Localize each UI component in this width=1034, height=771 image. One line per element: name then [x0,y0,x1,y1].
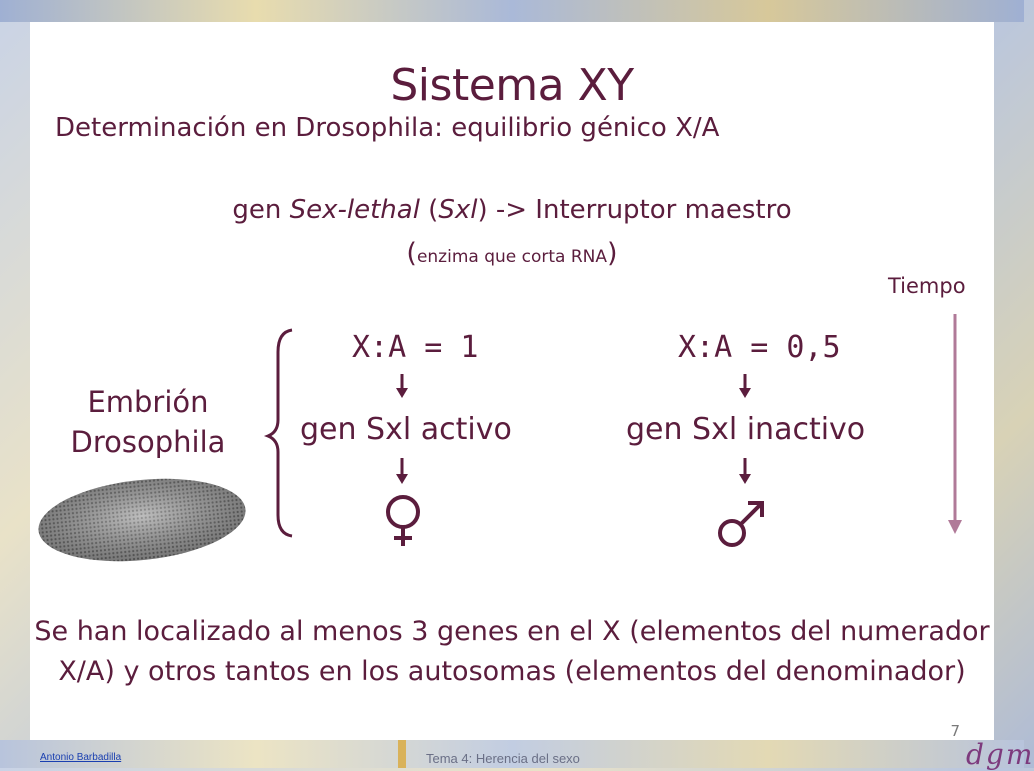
time-label: Tiempo [888,274,966,298]
footer-accent-bar [398,740,406,768]
gene-name: Sex-lethal [289,195,420,225]
slide-title: Sistema XY [390,60,634,111]
male-state: gen Sxl inactivo [626,412,866,447]
time-arrow [948,314,962,534]
gene-symbol: Sxl [438,195,478,225]
female-state: gen Sxl activo [300,412,512,447]
page-number: 7 [950,722,960,740]
embryo-label-line2: Drosophila [70,425,226,459]
female-ratio: X:A = 1 [352,330,479,365]
gene-note-text: enzima que corta RNA [416,247,608,267]
logo: dgm [966,738,1034,771]
left-brace [268,330,292,536]
male-symbol-icon [720,503,762,545]
male-arrow-1 [739,374,751,398]
embryo-label-line1: Embrión [87,385,209,419]
female-symbol-icon [388,497,418,546]
footer-topic: Tema 4: Herencia del sexo [426,751,580,766]
gene-open-paren: ( [419,195,439,225]
embryo-image [34,469,249,570]
male-ratio: X:A = 0,5 [678,330,841,365]
slide-subtitle: Determinación en Drosophila: equilibrio génico X/A [55,113,720,143]
bottom-note-line2: X/A) y otros tantos en los autosomas (elementos del denominador) [58,656,966,687]
male-arrow-2 [739,458,751,484]
gene-suffix: ) -> Interruptor maestro [477,195,792,225]
gene-prefix: gen [232,195,290,225]
author-link[interactable]: Antonio Barbadilla [40,752,122,763]
female-arrow-2 [396,458,408,484]
gene-note-open: ( [406,238,417,269]
female-arrow-1 [396,374,408,398]
bottom-note-line1: Se han localizado al menos 3 genes en el X (elementos del numerador [34,616,990,647]
gene-note-close: ) [607,238,618,269]
